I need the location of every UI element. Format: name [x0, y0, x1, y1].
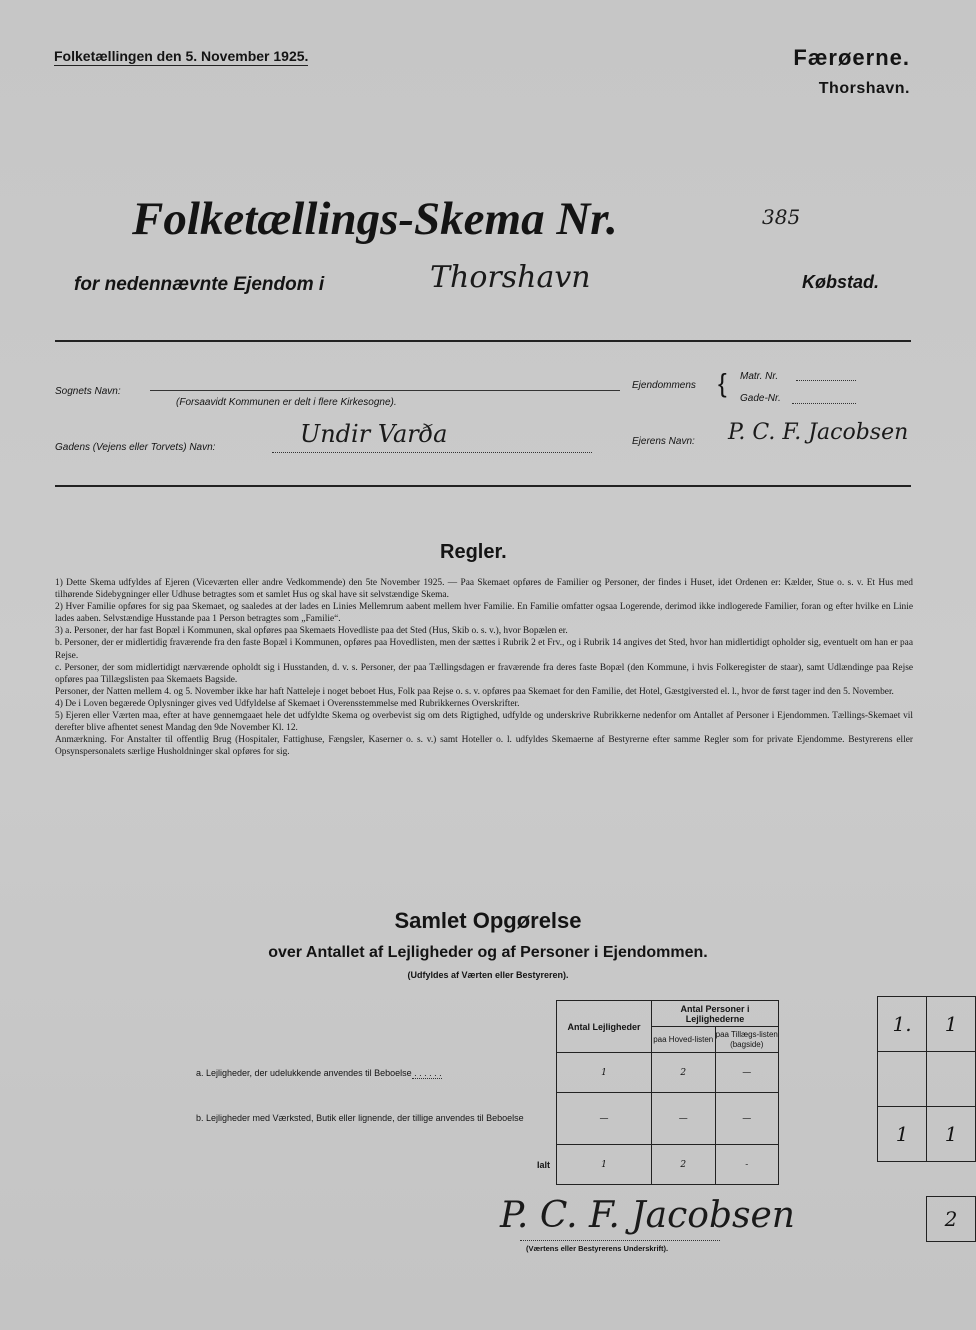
side-box: 1.	[878, 997, 927, 1052]
side-box	[878, 1052, 927, 1107]
col-antal-header: Antal Lejligheder	[557, 1001, 652, 1053]
row-b-tillaeg: —	[715, 1093, 779, 1145]
owner-signature: P. C. F. Jacobsen	[500, 1195, 795, 1236]
table-row	[192, 1093, 779, 1145]
form-number: 385	[762, 205, 801, 229]
rules-title: Regler.	[440, 541, 507, 563]
gade-navn-value: Undir Varða	[300, 420, 448, 448]
side-box: 1	[927, 1107, 976, 1162]
row-b-label: b. Lejligheder med Værksted, Butik eller lignende, der tillige anvendes til Beboelse	[196, 1113, 524, 1123]
census-date-header: Folketællingen den 5. November 1925.	[54, 48, 309, 64]
summary-table	[192, 1000, 779, 1185]
divider-top	[55, 340, 911, 342]
row-a-tillaeg: —	[715, 1053, 779, 1093]
rule-3b: b. Personer, der er midlertidig fraværende fra den faste Bopæl i Kommunen, opføres paa Hovedlisten, men der sættes i Rubrik 2 et Frv., og i Rubrik 14 angives det Sted, hvor han midlertidigt opholder sig, eventuelt om han er paa Rejse.	[55, 638, 913, 661]
summary-subtitle: over Antallet af Lejligheder og af Personer i Ejendommen.	[268, 944, 708, 961]
sogn-label: Sognets Navn:	[55, 386, 121, 397]
town-handwritten: Thorshavn	[430, 260, 591, 295]
brace: {	[718, 368, 727, 398]
row-ialt-tillaeg: -	[715, 1145, 779, 1185]
ejer-label: Ejerens Navn:	[632, 436, 695, 447]
kobstad-label: Købstad.	[802, 272, 880, 292]
summary-title: Samlet Opgørelse	[394, 908, 582, 933]
ejendom-label: Ejendommens	[632, 380, 696, 391]
rules-text	[55, 577, 913, 758]
region-header: Færøerne.	[793, 45, 910, 70]
col-tillaeg-header: paa Tillægs-listen (bagside)	[715, 1027, 779, 1053]
gade-nr-line	[792, 403, 856, 404]
side-box: 1	[878, 1107, 927, 1162]
side-box-total: 2	[926, 1196, 976, 1242]
row-ialt-antal: 1	[557, 1145, 652, 1185]
property-label: for nedennævnte Ejendom i	[74, 274, 325, 295]
side-tally-boxes	[877, 996, 976, 1162]
sogn-note: (Forsaavidt Kommunen er delt i flere Kirkesogne).	[176, 397, 397, 408]
table-row	[192, 1145, 779, 1185]
row-a-hoved: 2	[652, 1053, 716, 1093]
signature-line	[520, 1240, 720, 1241]
col-personer-header: Antal Personer i Lejlighederne	[652, 1001, 779, 1027]
matr-line	[796, 380, 856, 381]
rule-5: 5) Ejeren eller Værten maa, efter at have gennemgaaet hele det udfyldte Skema og overbevist sig om dets Rigtighed, udfylde og underskrive Rubrikkerne nedenfor om Antallet af Personer i Ejendommen. Tællings-Skemaet vil derefter blive afhentet senest Mandag den 9de November Kl. 12.	[55, 711, 913, 734]
gade-navn-line	[272, 452, 592, 453]
row-a-antal: 1	[557, 1053, 652, 1093]
gade-navn-label: Gadens (Vejens eller Torvets) Navn:	[55, 442, 216, 453]
side-box	[927, 1052, 976, 1107]
ejer-value: P. C. F. Jacobsen	[728, 420, 909, 445]
col-hoved-header: paa Hoved-listen	[652, 1027, 716, 1053]
rule-3c: c. Personer, der som midlertidigt nærværende opholdt sig i Husstanden, d. v. s. Personer, der paa Tællingsdagen er fraværende fra deres faste Bopæl (den Kommune, i hvis Folkeregister de staar), samt Udlændinge paa Rejse opføres paa Tillægslisten paa Skemaets Bagside.	[55, 662, 913, 685]
summary-note: (Udfyldes af Værten eller Bestyreren).	[407, 970, 569, 980]
row-ialt-label: Ialt	[536, 1159, 550, 1170]
gade-nr-label: Gade-Nr.	[740, 393, 781, 404]
signature-caption: (Værtens eller Bestyrerens Underskrift).	[526, 1244, 669, 1253]
rule-3d: Personer, der Natten mellem 4. og 5. November ikke har haft Natteleje i noget beboet Hus, Folk paa Rejse o. s. v. opføres paa Skemaet for den Familie, det Hotel, Gæstgiversted el. l., hvor de først tager ind den 5. November.	[55, 686, 894, 697]
row-a-label: a. Lejligheder, der udelukkende anvendes til Beboelse . . . . . .	[196, 1067, 442, 1078]
rule-3a: 3) a. Personer, der har fast Bopæl i Kommunen, skal opføres paa Skemaets Hovedliste paa det Sted (Hus, Skib o. s. v.), hvor Bopælen er.	[55, 626, 568, 637]
row-b-antal: —	[557, 1093, 652, 1145]
matr-label: Matr. Nr.	[740, 371, 779, 382]
side-box: 1	[927, 997, 976, 1052]
rule-4: 4) De i Loven begærede Oplysninger gives ved Udfyldelse af Skemaet i Overensstemmelse med Rubrikkernes Overskrifter.	[55, 698, 520, 709]
rule-1: 1) Dette Skema udfyldes af Ejeren (Viceværten eller andre Vedkommende) den 5te November 1925. — Paa Skemaet opføres de Familier og Personer, der findes i Huset, idet Ordenen er: Kælder, Stue o. s. v. Et Hus med tilhørende Sidebygninger eller Udhuse betragtes som et samlet Hus og skal have sit selvstændige Skema.	[55, 578, 913, 601]
row-ialt-hoved: 2	[652, 1145, 716, 1185]
divider-middle	[55, 485, 911, 487]
rule-note: Anmærkning. For Anstalter til offentlig Brug (Hospitaler, Fattighuse, Fængsler, Kaserner o. s. v.) samt Hoteller o. l. udfyldes Skemaerne af Bestyrerne efter samme Regler som for private Ejendomme. Bestyrerens eller Opsynspersonalets særlige Husholdninger skal opføres for sig.	[55, 735, 913, 758]
table-row	[192, 1053, 779, 1093]
sogn-line	[150, 390, 620, 391]
city-header: Thorshavn.	[818, 80, 910, 97]
row-b-hoved: —	[652, 1093, 716, 1145]
rule-2: 2) Hver Familie opføres for sig paa Skemaet, og saaledes at der lades en Linies Mellemrum aabent mellem hver Familie. En Familie omfatter ogsaa Logerende, derimod ikke indlogerede Familier, foran og efter hvilke en Linie lades aaben. Selvstændige Husstande paa 1 Person betragtes som „Familie“.	[55, 602, 913, 625]
form-title: Folketællings-Skema Nr.	[132, 193, 618, 245]
